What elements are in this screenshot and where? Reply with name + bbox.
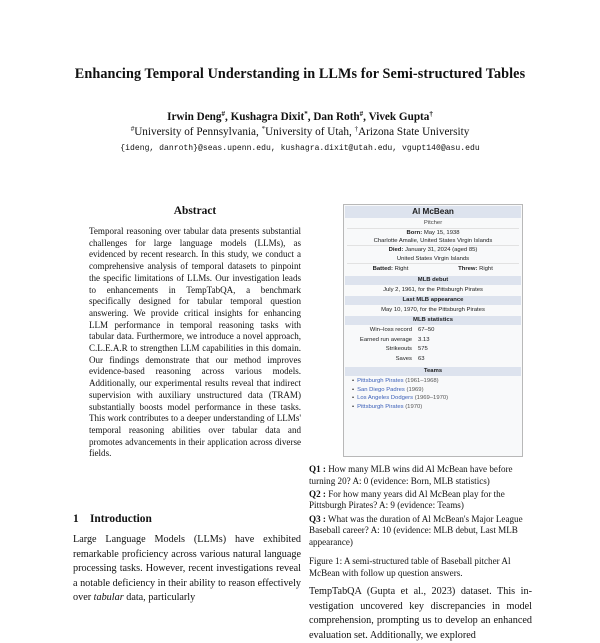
stat-value: 575 [418, 346, 428, 353]
batted-value: Right [394, 265, 409, 272]
affiliation-mark: † [354, 125, 359, 133]
threw-value: Right [479, 265, 493, 272]
infobox-section-header: MLB debut [345, 276, 521, 285]
team-years: (1969) [406, 386, 424, 393]
team-link[interactable]: • San Diego Padres [352, 387, 405, 393]
died-place: United States Virgin Islands [396, 255, 470, 262]
died-date: January 31, 2024 (aged 85) [404, 247, 478, 254]
author-mark: † [429, 110, 433, 118]
threw-label: Threw: [458, 265, 478, 272]
team-years: (1969–1970) [414, 395, 449, 402]
affiliation-mark: # [130, 125, 135, 133]
batted-label: Batted: [372, 265, 393, 272]
team-item [352, 394, 522, 403]
introduction-text [73, 533, 301, 606]
figure-caption: Figure 1: A semi-structured table of Baseball pitcher Al McBean with follow up question answers. [309, 556, 511, 578]
qa-item [309, 514, 531, 549]
stat-row [344, 355, 522, 365]
affiliation-list: #University of Pennsylvania, *University of Utah, †Arizona State University [130, 125, 470, 138]
stat-label: Earned run average [359, 336, 412, 343]
infobox-section-header: Last MLB appearance [345, 296, 521, 305]
author-name: Dan Roth [313, 111, 360, 123]
qa-item [309, 489, 531, 512]
infobox-table [343, 204, 523, 457]
intro-text-end: data, particularly [123, 592, 196, 604]
stat-row [344, 345, 522, 355]
infobox-bat-throw [344, 264, 522, 274]
last-mlb-value: May 10, 1970, for the Pittsburgh Pirates [381, 307, 485, 314]
infobox-died [344, 246, 522, 262]
abstract-text: Temporal reasoning over tabular data presents substantial challenges for large language models (LLMs), as evidenced by recent research. In this study, we conduct a comprehensive analysis of temporal datasets to pinpoint the specific limitations of LLMs. Our investigation leads to enhancements in TempTabQA, a benchmark specifically designed for tabular temporal question answering. We provide critical insights for enhancing LLM performance in temporal reasoning tasks with tabular data. Furthermore, we introduce a novel approach, C.L.E.A.R to strengthen LLM capabilities in this domain. Our findings demonstrate that our method improves evidence-based reasoning across various models. Additionally, our experimental results reveal that indirect supervision with auxiliary unstructured data (TRAM) substantially boosts model performance in these tasks. This work contributes to a deeper understanding of LLMs' temporal reasoning abilities over tabular data and promotes advancements in their application across diverse fields. [89, 226, 301, 459]
stat-value: 63 [418, 356, 425, 362]
section-heading [73, 513, 152, 525]
team-item [352, 386, 522, 395]
infobox-section-header: MLB statistics [345, 316, 521, 325]
paper-title: Enhancing Temporal Understanding in LLMs for Semi-structured Tables [74, 66, 526, 82]
infobox-title: Al McBean [345, 206, 521, 218]
intro-text-start: Large Language Models (LLMs) have exhibited remarkable proficiency across various natural language processing tasks. However, recent investigations reveal a notable deficiency in their ability to reason effectively over [73, 534, 301, 604]
team-item [352, 403, 522, 412]
section-number: 1 [73, 513, 79, 525]
author-name: Kushagra Dixit [230, 111, 305, 123]
abstract-heading: Abstract [173, 205, 217, 217]
died-label: Died: [388, 247, 404, 254]
stat-value: 67–50 [418, 327, 435, 334]
infobox-role: Pitcher [423, 220, 443, 226]
question-answers [309, 464, 531, 550]
affiliation-name: Arizona State University [358, 126, 470, 138]
affiliation-mark: * [261, 125, 266, 133]
team-item [352, 377, 522, 386]
stat-label: Saves [395, 356, 412, 362]
team-link[interactable]: • Pittsburgh Pirates [352, 378, 404, 384]
team-years: (1970) [405, 404, 423, 411]
section-title: Introduction [90, 513, 152, 525]
born-date: May 15, 1938 [423, 230, 460, 236]
stat-row [344, 336, 522, 346]
qa-text: How many MLB wins did Al McBean have before turning 20? A: 0 (evidence: Born, MLB statistics) [309, 464, 513, 486]
qa-text: What was the duration of Al McBean's Major League Baseball career? A: 10 (evidence: MLB debut, Last MLB appearance) [309, 513, 523, 547]
intro-text-emphasis: tabular [93, 592, 124, 604]
infobox-section-header: Teams [345, 367, 521, 376]
team-link[interactable]: • Los Angeles Dodgers [352, 395, 413, 401]
author-list: Irwin Deng#, Kushagra Dixit*, Dan Roth#, Vivek Gupta† [167, 110, 433, 123]
born-label: Born: [406, 230, 423, 236]
affiliation-name: University of Pennsylvania [134, 126, 256, 138]
author-mark: * [304, 110, 308, 118]
stat-value: 3.13 [418, 336, 430, 343]
born-place: Charlotte Amalie, United States Virgin Islands [373, 238, 493, 245]
author-mark: # [221, 110, 225, 118]
author-mark: # [359, 110, 364, 118]
qa-label: Q3 : [309, 513, 326, 524]
stat-row [344, 326, 522, 336]
mlb-debut-value: July 2, 1961, for the Pittsburgh Pirates [383, 286, 483, 293]
team-years: (1961–1968) [405, 377, 439, 384]
team-link[interactable]: • Pittsburgh Pirates [352, 404, 404, 410]
stat-label: Win–loss record [369, 327, 412, 334]
qa-text: For how many years did Al McBean play for the Pittsburgh Pirates? A: 9 (evidence: Teams) [309, 488, 505, 511]
affiliation-name: University of Utah [265, 126, 349, 138]
author-name: Irwin Deng [167, 111, 222, 123]
author-emails: {ideng, danroth}@seas.upenn.edu, kushagra.dixit@utah.edu, vgupt140@asu.edu [120, 144, 480, 153]
qa-item [309, 464, 531, 487]
qa-label: Q2 : [309, 488, 326, 499]
body-text-right: TempTabQA (Gupta et al., 2023) dataset. This investigation uncovered key discrepancies in model comprehension, prompting us to develop an enhanced evaluation set. Additionally, we explored [309, 586, 532, 641]
qa-label: Q1 : [309, 464, 326, 474]
stat-label: Strikeouts [385, 346, 412, 353]
infobox-born [344, 229, 522, 245]
author-name: Vivek Gupta [368, 111, 430, 123]
teams-list [344, 377, 522, 413]
